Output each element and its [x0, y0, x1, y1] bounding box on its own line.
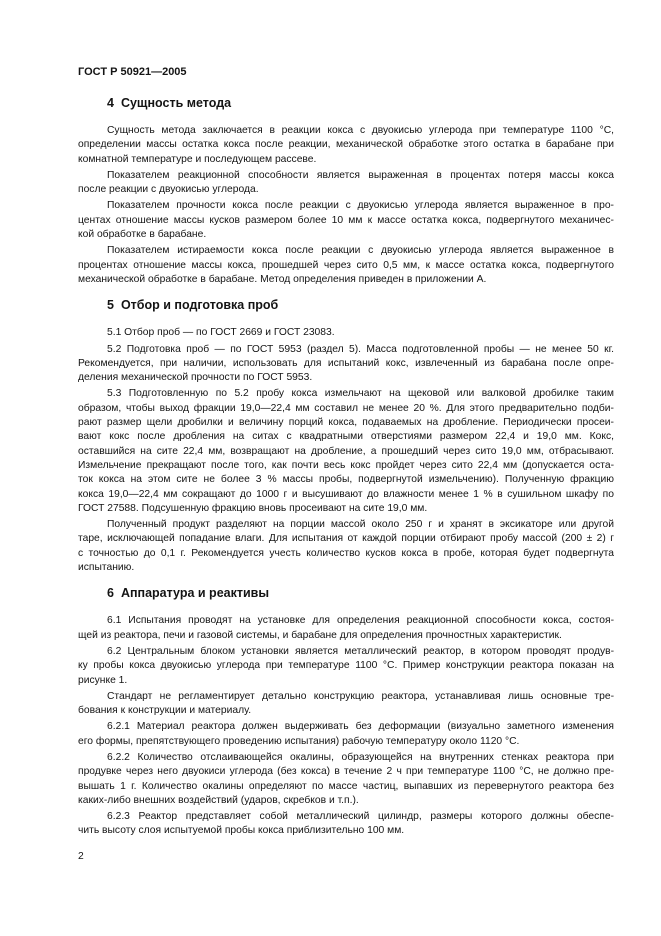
section-title: Аппаратура и реактивы	[120, 586, 270, 601]
section-number: 6	[107, 586, 114, 601]
text-line: бования к конструкции и материалу.	[78, 705, 252, 717]
section-heading	[78, 585, 614, 601]
text-line: Рекомендуется, при наличии, использовать для испытаний кокс, извлеченный из барабана после опре-	[78, 357, 614, 369]
text-line: вают кокс после дробления на ситах с квадратными отверстиями размером 22,4 и 19,0 мм. Кокс,	[78, 431, 614, 443]
text-line: его формы, препятствующего проведению испытания) рабочую температуру около 1120 °С.	[78, 735, 520, 747]
text-line: Измельчение прекращают после того, как почти весь кокс пройдет через сито 22,4 мм (допускается оста-	[78, 459, 614, 471]
paragraph	[78, 690, 614, 719]
text-line: таре, исключающей попадание влаги. Для испытания от каждой порции отбирают пробу массой (200 ± 2) г	[78, 533, 614, 545]
clause-6-1	[78, 614, 614, 643]
text-line: образом, чтобы выход фракции 19,0—22,4 мм составил не менее 20 %. Для этого предварительно подби-	[78, 402, 614, 414]
clause-5-3	[78, 387, 614, 516]
text-line: рают размер щели дробилки и величину порций кокса, подаваемых на дробление. Периодически просеи-	[78, 417, 614, 429]
text-line: 6.2 Центральным блоком установки является металлический реактор, в котором проводят продув-	[107, 645, 614, 657]
text-line: 5.1 Отбор проб — по ГОСТ 2669 и ГОСТ 23083.	[107, 327, 335, 339]
text-line: 5.2 Подготовка проб — по ГОСТ 5953 (раздел 5). Масса подготовленной пробы — не менее 50 кг.	[107, 343, 614, 355]
text-line: деления механической прочности по ГОСТ 5953.	[78, 372, 313, 384]
section-number: 5	[107, 298, 114, 313]
paragraph	[78, 169, 614, 198]
paragraph	[78, 518, 614, 575]
section-number: 4	[107, 96, 114, 110]
section-title: Сущность метода	[120, 96, 232, 110]
text-line: ку пробы кокса двуокисью углерода при температуре 1100 °С. Пример конструкции реактора показан на	[78, 660, 614, 672]
clause-5-1	[78, 326, 614, 340]
text-line: 6.2.3 Реактор представляет собой металлический цилиндр, размеры которого должны обеспе-	[107, 811, 614, 823]
text-line: Полученный продукт разделяют на порции массой около 250 г и хранят в эксикаторе или другой	[107, 519, 614, 531]
text-line: рисунке 1.	[78, 674, 128, 686]
section-heading	[78, 297, 614, 313]
text-line: Показателем прочности кокса после реакции с двуокисью углерода является выраженное в про-	[107, 200, 614, 212]
text-line: после реакции с двуокисью углерода.	[78, 184, 259, 196]
text-line: Показателем истираемости кокса после реакции с двуокисью углерода является выраженное в	[107, 245, 614, 257]
text-line: ГОСТ 27588. Подсушенную фракцию вновь просеивают на сите 19,0 мм.	[78, 502, 428, 514]
section-heading	[78, 95, 614, 111]
text-line: механической обработке в барабане. Метод определения приведен в приложении А.	[78, 273, 487, 285]
text-line: кой обработке в барабане.	[78, 229, 207, 241]
document-code: ГОСТ Р 50921—2005	[78, 66, 187, 78]
document-body	[78, 95, 614, 839]
text-line: центах отношение массы кусков размером более 10 мм к массе остатка кокса, подвергнутого механичес-	[78, 214, 614, 226]
text-line: ток кокса на этом сите не более 3 % массы пробы, подвергнутой измельчению). Полученную фракцию	[78, 474, 614, 486]
text-line: процентах отношение массы кокса, прошедшей через сито 0,5 мм, к массе остатка кокса, подвергнутого	[78, 259, 614, 271]
text-line: определении массы остатка кокса после реакции, механической обработке этого остатка в барабане при	[78, 139, 614, 151]
text-line: 6.1 Испытания проводят на установке для определения реакционной способности кокса, состоя-	[107, 615, 614, 627]
text-line: 6.2.2 Количество отслаивающейся окалины, образующейся на внутренних стенках реактора при	[107, 751, 614, 763]
section-5	[78, 297, 614, 575]
clause-6-2-1	[78, 720, 614, 749]
text-line: Сущность метода заключается в реакции кокса с двуокисью углерода при температуре 1100 °С,	[107, 125, 614, 136]
text-line: каких-либо внешних воздействий (ударов, скребков и т.п.).	[78, 794, 359, 806]
paragraph	[78, 124, 614, 167]
text-line: щей из реактора, печи и газовой системы, и барабане для определения прочностных характеристик.	[78, 629, 562, 641]
paragraph	[78, 199, 614, 242]
text-line: чить высоту слоя испытуемой пробы кокса приблизительно 100 мм.	[78, 825, 405, 837]
clause-6-2-2	[78, 751, 614, 808]
section-4	[78, 95, 614, 287]
page-number: 2	[78, 851, 84, 862]
text-line: продувке через него двуокиси углерода (без кокса) в течение 2 ч при температуре 1100 °С, не должно пре-	[78, 766, 614, 778]
text-line: Стандарт не регламентирует детально конструкцию реактора, устанавливая лишь основные тре-	[107, 690, 614, 702]
clause-6-2-3	[78, 810, 614, 839]
text-line: с точностью до 0,1 г. Рекомендуется учесть количество кусков кокса в пробе, которая будет подвергнута	[78, 547, 614, 559]
clause-5-2	[78, 343, 614, 386]
text-line: оставшийся на сите 22,4 мм, возвращают на дробление, а прошедший через сито 19,0 мм, отбрасывают.	[78, 445, 614, 457]
section-title: Отбор и подготовка проб	[120, 298, 279, 313]
paragraph	[78, 244, 614, 287]
section-6	[78, 585, 614, 838]
text-line: кокса 19,0—22,4 мм сокращают до 1000 г и высушивают до влажности менее 1 % в сушильном шкафу по	[78, 488, 614, 500]
text-line: испытанию.	[78, 562, 135, 574]
text-line: 6.2.1 Материал реактора должен выдерживать без деформации (визуально заметного изменения	[107, 721, 614, 733]
text-line: 5.3 Подготовленную по 5.2 пробу кокса измельчают на щековой или валковой дробилке таким	[107, 388, 614, 400]
text-line: комнатной температуре и последующем рассеве.	[78, 153, 317, 165]
clause-6-2	[78, 645, 614, 688]
text-line: вышать 1 г. Количество окалины определяют по массе частиц, выпавших из перевернутого реактора без	[78, 780, 614, 792]
text-line: Показателем реакционной способности является выраженная в процентах потеря массы кокса	[107, 169, 614, 181]
